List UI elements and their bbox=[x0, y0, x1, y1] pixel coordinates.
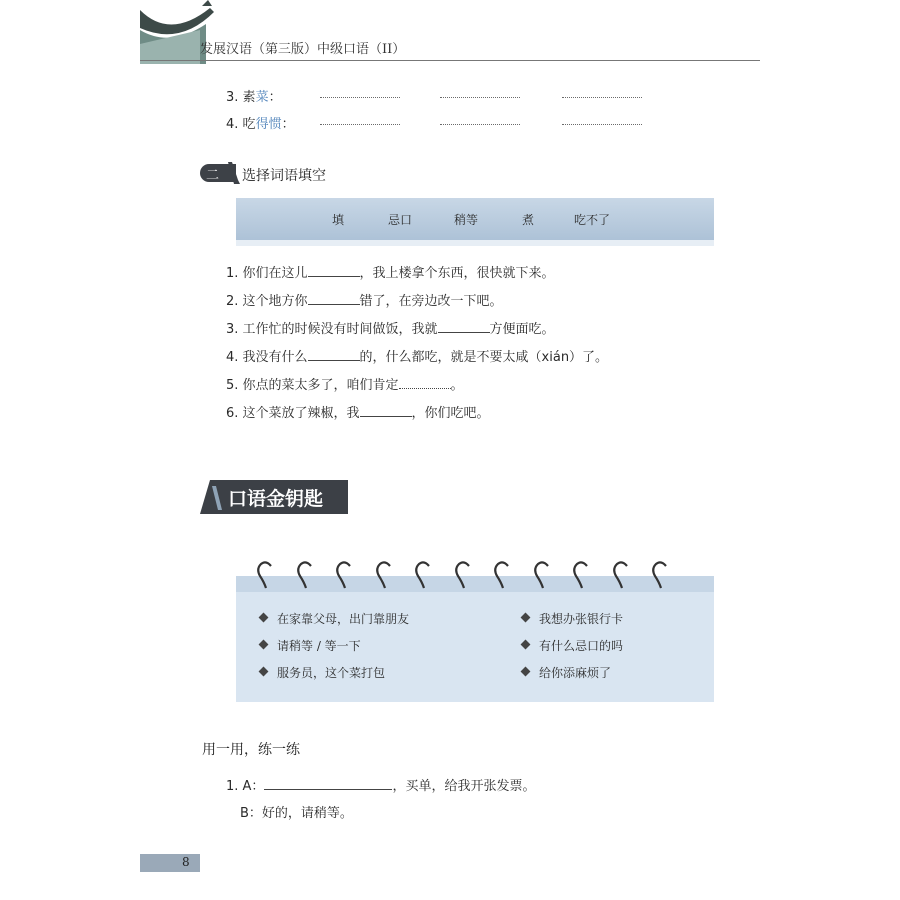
fill-blank[interactable] bbox=[264, 777, 392, 790]
answer-line[interactable] bbox=[440, 97, 520, 98]
binder-ring-icon bbox=[651, 560, 671, 590]
sentence-2: 2. 这个地方你 错了，在旁边改一下吧。 bbox=[226, 294, 503, 309]
sentence-4: 4. 我没有什么 的，什么都吃，就是不要太咸（xián）了。 bbox=[226, 350, 609, 365]
vocab-row-3: 3. 素菜： bbox=[226, 90, 282, 105]
binder-ring-icon bbox=[335, 560, 355, 590]
word-bank-item: 填 bbox=[332, 213, 345, 227]
diamond-bullet-icon bbox=[521, 640, 531, 650]
binder-ring-icon bbox=[296, 560, 316, 590]
dialogue-line-a: 1. A： ，买单，给我开张发票。 bbox=[226, 779, 536, 794]
fill-blank[interactable] bbox=[360, 404, 412, 417]
phrase-item: 有什么忌口的吗 bbox=[522, 637, 623, 654]
answer-line[interactable] bbox=[562, 97, 642, 98]
word-bank-item: 煮 bbox=[522, 213, 535, 227]
fill-blank[interactable] bbox=[308, 292, 360, 305]
diamond-bullet-icon bbox=[259, 613, 269, 623]
slash-icon bbox=[208, 486, 222, 510]
answer-line[interactable] bbox=[562, 124, 642, 125]
answer-line[interactable] bbox=[320, 97, 400, 98]
binder-ring-icon bbox=[612, 560, 632, 590]
binder-ring-icon bbox=[572, 560, 592, 590]
dialogue-line-b: B：好的，请稍等。 bbox=[240, 806, 353, 821]
fill-blank[interactable] bbox=[438, 320, 490, 333]
diamond-bullet-icon bbox=[521, 613, 531, 623]
sentence-1: 1. 你们在这儿 ，我上楼拿个东西，很快就下来。 bbox=[226, 266, 555, 281]
sentence-6: 6. 这个菜放了辣椒，我 ，你们吃吧。 bbox=[226, 406, 490, 421]
phrase-item: 服务员，这个菜打包 bbox=[260, 664, 385, 681]
answer-line[interactable] bbox=[440, 124, 520, 125]
answer-line[interactable] bbox=[320, 124, 400, 125]
header-rule bbox=[140, 60, 760, 61]
section-title: 选择词语填空 bbox=[242, 168, 326, 184]
word-bank bbox=[236, 198, 714, 240]
practice-title: 用一用，练一练 bbox=[202, 742, 300, 758]
word-bank-item: 忌口 bbox=[388, 213, 413, 227]
binder-ring-icon bbox=[493, 560, 513, 590]
slash-icon bbox=[226, 162, 240, 184]
diamond-bullet-icon bbox=[259, 640, 269, 650]
vocab-row-4: 4. 吃得惯： bbox=[226, 117, 295, 132]
section-number: 二 bbox=[206, 168, 220, 183]
key-section-title: 口语金钥匙 bbox=[228, 488, 324, 510]
header-title: 发展汉语（第三版）中级口语（II） bbox=[200, 42, 406, 57]
word-bank-item: 吃不了 bbox=[574, 213, 611, 227]
phrase-item: 请稍等 / 等一下 bbox=[260, 637, 361, 654]
binder-ring-icon bbox=[256, 560, 276, 590]
binder-ring-icon bbox=[533, 560, 553, 590]
fill-blank[interactable] bbox=[308, 264, 360, 277]
phrase-item: 在家靠父母，出门靠朋友 bbox=[260, 610, 409, 627]
sentence-5: 5. 你点的菜太多了，咱们肯定 。 bbox=[226, 378, 464, 393]
page-number-bar bbox=[140, 854, 200, 872]
binder-ring-icon bbox=[454, 560, 474, 590]
fill-blank[interactable] bbox=[308, 348, 360, 361]
phrase-item: 给你添麻烦了 bbox=[522, 664, 611, 681]
fill-blank[interactable] bbox=[399, 376, 451, 389]
diamond-bullet-icon bbox=[521, 667, 531, 677]
sentence-3: 3. 工作忙的时候没有时间做饭，我就 方便面吃。 bbox=[226, 322, 555, 337]
word-bank-item: 稍等 bbox=[454, 213, 479, 227]
phrase-item: 我想办张银行卡 bbox=[522, 610, 623, 627]
binder-ring-icon bbox=[375, 560, 395, 590]
word-bank-shadow bbox=[236, 240, 714, 246]
diamond-bullet-icon bbox=[259, 667, 269, 677]
binder-ring-icon bbox=[414, 560, 434, 590]
page-number: 8 bbox=[182, 855, 190, 869]
